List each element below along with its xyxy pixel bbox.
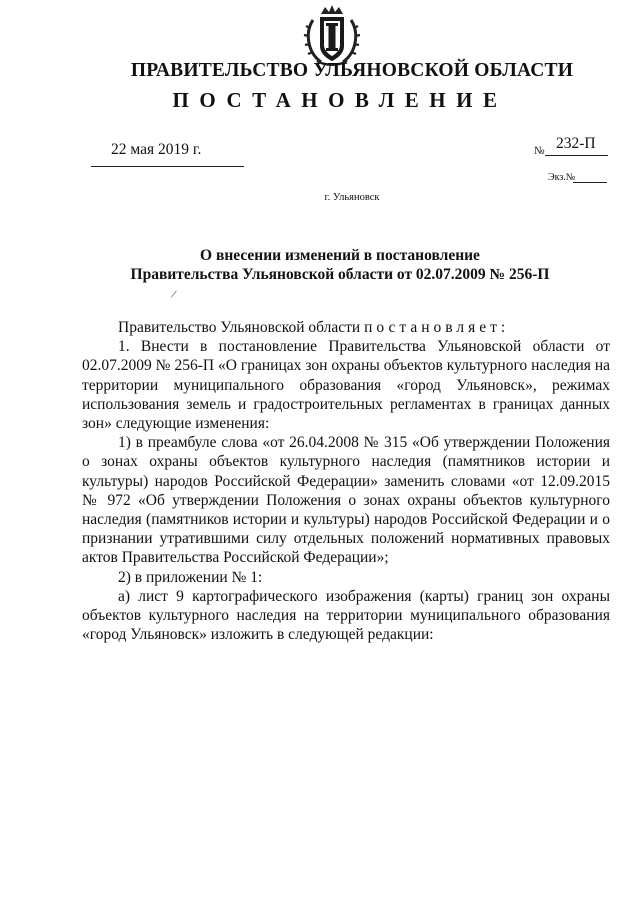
intro-resolves: постановляет: bbox=[364, 319, 510, 336]
intro-paragraph bbox=[82, 318, 610, 337]
city: г. Ульяновск bbox=[324, 192, 380, 203]
document-subject bbox=[0, 246, 640, 284]
coat-of-arms-icon bbox=[303, 4, 361, 68]
paragraph-3: 2) в приложении № 1: bbox=[118, 568, 263, 586]
document-number: 232-П bbox=[556, 135, 596, 152]
intro-prefix: Правительство Ульяновской области bbox=[118, 319, 361, 336]
copy-number-underline bbox=[573, 182, 607, 183]
document-type: ПОСТАНОВЛЕНИЕ bbox=[172, 88, 508, 112]
subject-line-1: О внесении изменений в постановление bbox=[200, 247, 480, 264]
number-underline bbox=[545, 155, 608, 156]
document-date: 22 мая 2019 г. bbox=[111, 141, 202, 158]
document-body bbox=[82, 318, 610, 644]
copy-number-label: Экз.№ bbox=[548, 172, 576, 183]
organization-title: ПРАВИТЕЛЬСТВО УЛЬЯНОВСКОЙ ОБЛАСТИ bbox=[130, 60, 574, 81]
subject-line-2: Правительства Ульяновской области от 02.07.2009 № 256-П bbox=[130, 266, 550, 283]
paragraph-4: а) лист 9 картографического изображения (карты) границ зон охраны объектов культурного наследия на территории муниципального образования «город Ульяновск» изложить в следующей редакции: bbox=[82, 587, 610, 644]
number-label: № bbox=[534, 145, 545, 157]
paragraph-2: 1) в преамбуле слова «от 26.04.2008 № 315 «Об утверждении Положения о зонах охраны объектов культурного наследия (памятников истории и культуры) народов Российской Федерации» заменить словами «от 12.09.2015 № 972 «Об утверждении Положения о зонах охраны объектов культурного наследия (памятников истории и культуры) народов Российской Федерации и о признании утратившими силу отдельных положений нормативных правовых актов Правительства Российской Федерации»; bbox=[82, 434, 610, 567]
date-underline bbox=[91, 166, 244, 167]
pen-mark: / bbox=[169, 286, 178, 302]
paragraph-1: 1. Внести в постановление Правительства Ульяновской области от 02.07.2009 № 256-П «О границах зон охраны объектов культурного наследия на территории муниципального образования «город Ульяновск», режимах использования земель и градостроительных регламентах в границах данных зон» следующие изменения: bbox=[82, 338, 610, 433]
